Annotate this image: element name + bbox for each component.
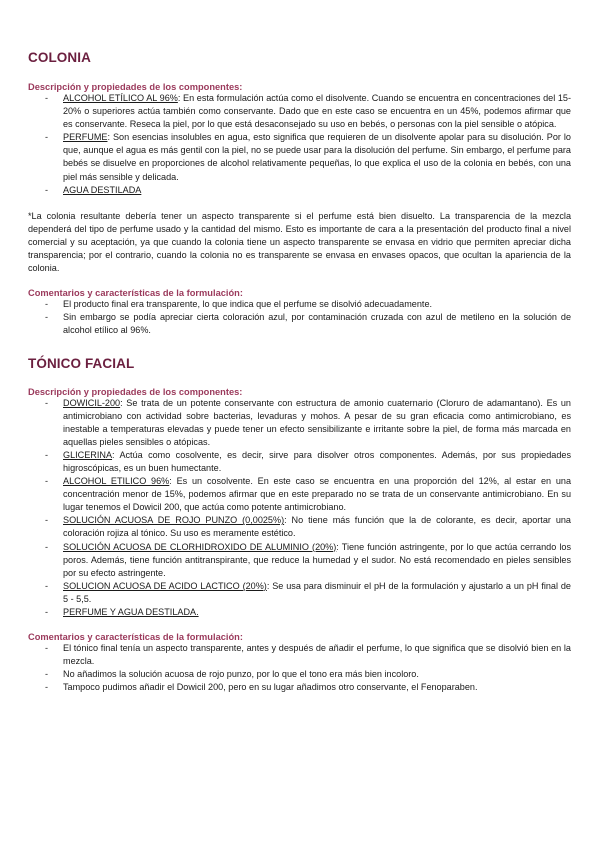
colonia-comments-heading: Comentarios y características de la formulación: xyxy=(28,288,243,299)
component-description: Tiene función astringente, por lo que actúa cerrando los poros. Además, tiene función antitranspirante, que reduce la humedad y el sudor. No está recomendado en pieles sensibles por su efecto astringente. xyxy=(63,541,571,578)
document-page xyxy=(28,50,571,694)
list-item: - No añadimos la solución acuosa de rojo punzo, por lo que el tono era más bien incoloro. xyxy=(63,668,571,681)
component-description: En esta formulación actúa como el disolvente. Cuando se encuentra en concentraciones del 15-20% o superiores actúa también como conservante. Dado que en este caso se encuentra en un 45%, podemos afirmar que es conservante. Reseca la piel, por lo que está desaconsejado su uso en bebés, o personas con la piel sensible o atópica. xyxy=(63,93,572,130)
component-name: SOLUCIÓN ACUOSA DE CLORHIDROXIDO DE ALUMINIO (20%) xyxy=(63,541,337,552)
list-item: - PERFUME: Son esencias insolubles en agua, esto significa que requieren de un disolvente apolar para su disolución. Por lo que, aunque el agua es más gentil con la piel, no se puede usar para la disolución del perfume. Sin embargo, el perfume para bebés se disuelve en proporciones de alcohol relativamente pequeñas, lo que explica el uso de la colonia en bebés, con una piel más sensible y delicada. xyxy=(63,131,571,183)
component-description: Son esencias insolubles en agua, esto significa que requieren de un disolvente apolar para su disolución. Por lo que, aunque el agua es más gentil con la piel, no se puede usar para la disolución del perfume. Sin embargo, el perfume para bebés se disuelve en proporciones de alcohol relativamente pequeñas, lo que explica el uso de la colonia en bebés, con una piel más sensible y delicada. xyxy=(63,132,571,182)
component-name: PERFUME xyxy=(63,132,108,143)
list-item: - DOWICIL-200: Se trata de un potente conservante con estructura de amonio cuaternario (Cloruro de adamantano). Es un antimicrobiano con actividad sobre bacterias, levaduras y mohos. A pesar de su gran eficacia como antimicrobiano, es inestable a temperaturas elevadas y puede tener un efecto sensibilizante e irritante sobre la piel, de forma más marcada en aquellas pieles sensibles o atópicas. xyxy=(63,397,571,449)
list-item: - SOLUCIÓN ACUOSA DE ROJO PUNZO (0,0025%): No tiene más función que la de colorante, es decir, aportar una coloración rojiza al tónico. Su uso es meramente estético. xyxy=(63,514,571,540)
colonia-components-list xyxy=(28,92,571,197)
section-title-tonico-facial: TÓNICO FACIAL xyxy=(28,355,135,371)
tonico-comments-heading: Comentarios y características de la formulación: xyxy=(28,632,243,643)
component-description: No tiene más función que la de colorante, es decir, aportar una coloración rojiza al tónico. Su uso es meramente estético. xyxy=(63,515,571,539)
component-description: Se trata de un potente conservante con estructura de amonio cuaternario (Cloruro de adamantano). Es un antimicrobiano con actividad sobre bacterias, levaduras y mohos. A pesar de su gran eficacia como antimicrobiano, es inestable a temperaturas elevadas y puede tener un efecto sensibilizante e irritante sobre la piel, de forma más marcada en aquellas pieles sensibles o atópicas. xyxy=(63,397,571,447)
colonia-note: *La colonia resultante debería tener un aspecto transparente si el perfume está bien disuelto. La transparencia de la mezcla dependerá del tipo de perfume usado y la cantidad del mismo. Esto es importante de cara a la presentación del producto final a nivel comercial y su aceptación, ya que cuando la colonia tiene un aspecto transparente se envasa en vidrio que permiten apreciar dicha transparencia; por el contrario, cuando la colonia no es transparente se envasa en envases opacos, que ocultan la apariencia de la colonia. xyxy=(28,210,571,274)
tonico-components-heading: Descripción y propiedades de los componentes: xyxy=(28,386,243,397)
tonico-comments-list xyxy=(28,642,571,694)
list-item: - El producto final era transparente, lo que indica que el perfume se disolvió adecuadamente. xyxy=(63,298,571,311)
component-name: DOWICIL-200 xyxy=(63,397,121,408)
component-description: Se usa para disminuir el pH de la formulación y ajustarlo a un pH final de 5 - 5,5. xyxy=(63,580,571,604)
component-description: Es un cosolvente. En este caso se encuentra en una proporción del 12%, al estar en una concentración menor de 15%, podemos afirmar que en este preparado no se trata de un conservante antimicrobiano. En su lugar tenemos el Dowicil 200, que actúa como potente antimicrobiano. xyxy=(63,476,572,513)
list-item xyxy=(63,606,571,619)
component-name: AGUA DESTILADA xyxy=(63,184,142,195)
list-item xyxy=(63,184,571,197)
colonia-components-heading: Descripción y propiedades de los componentes: xyxy=(28,82,243,92)
component-name: ALCOHOL ETILICO 96% xyxy=(63,476,170,487)
list-item: - Tampoco pudimos añadir el Dowicil 200, pero en su lugar añadimos otro conservante, el Fenoparaben. xyxy=(63,681,571,694)
section-title-colonia: COLONIA xyxy=(28,50,91,65)
list-item: - SOLUCIÓN ACUOSA DE CLORHIDROXIDO DE ALUMINIO (20%): Tiene función astringente, por lo que actúa cerrando los poros. Además, tiene función antitranspirante, que reduce la humedad y el sudor. No está recomendado en pieles sensibles por su efecto astringente. xyxy=(63,541,571,580)
component-name: SOLUCIÓN ACUOSA DE ROJO PUNZO (0,0025%) xyxy=(63,515,285,526)
component-name: GLICERINA xyxy=(63,449,113,460)
list-item: - ALCOHOL ETÍLICO AL 96%: En esta formulación actúa como el disolvente. Cuando se encuentra en concentraciones del 15-20% o superiores actúa también como conservante. Dado que en este caso se encuentra en un 45%, podemos afirmar que es conservante. Reseca la piel, por lo que está desaconsejado su uso en bebés, o personas con la piel sensible o atópica. xyxy=(63,92,571,131)
component-name: PERFUME Y AGUA DESTILADA. xyxy=(63,607,199,617)
list-item: - SOLUCION ACUOSA DE ACIDO LACTICO (20%): Se usa para disminuir el pH de la formulación y ajustarlo a un pH final de 5 - 5,5. xyxy=(63,580,571,606)
component-description: Actúa como cosolvente, es decir, sirve para disolver otros componentes. Además, por sus propiedades higroscópicas, es un buen humectante. xyxy=(63,449,571,473)
tonico-components-list xyxy=(28,397,571,620)
list-item: - El tónico final tenía un aspecto transparente, antes y después de añadir el perfume, lo que significa que se disolvió bien en la mezcla. xyxy=(63,642,571,668)
list-item: - Sin embargo se podía apreciar cierta coloración azul, por contaminación cruzada con azul de metileno en la solución de alcohol etílico al 96%. xyxy=(63,311,571,337)
component-name: ALCOHOL ETÍLICO AL 96% xyxy=(63,93,178,103)
colonia-comments-list xyxy=(28,298,571,337)
list-item: - GLICERINA: Actúa como cosolvente, es decir, sirve para disolver otros componentes. Además, por sus propiedades higroscópicas, es un buen humectante. xyxy=(63,449,571,475)
component-name: SOLUCION ACUOSA DE ACIDO LACTICO (20%) xyxy=(63,580,267,591)
list-item: - ALCOHOL ETILICO 96%: Es un cosolvente. En este caso se encuentra en una proporción del 12%, al estar en una concentración menor de 15%, podemos afirmar que en este preparado no se trata de un conservante antimicrobiano. En su lugar tenemos el Dowicil 200, que actúa como potente antimicrobiano. xyxy=(63,475,571,514)
